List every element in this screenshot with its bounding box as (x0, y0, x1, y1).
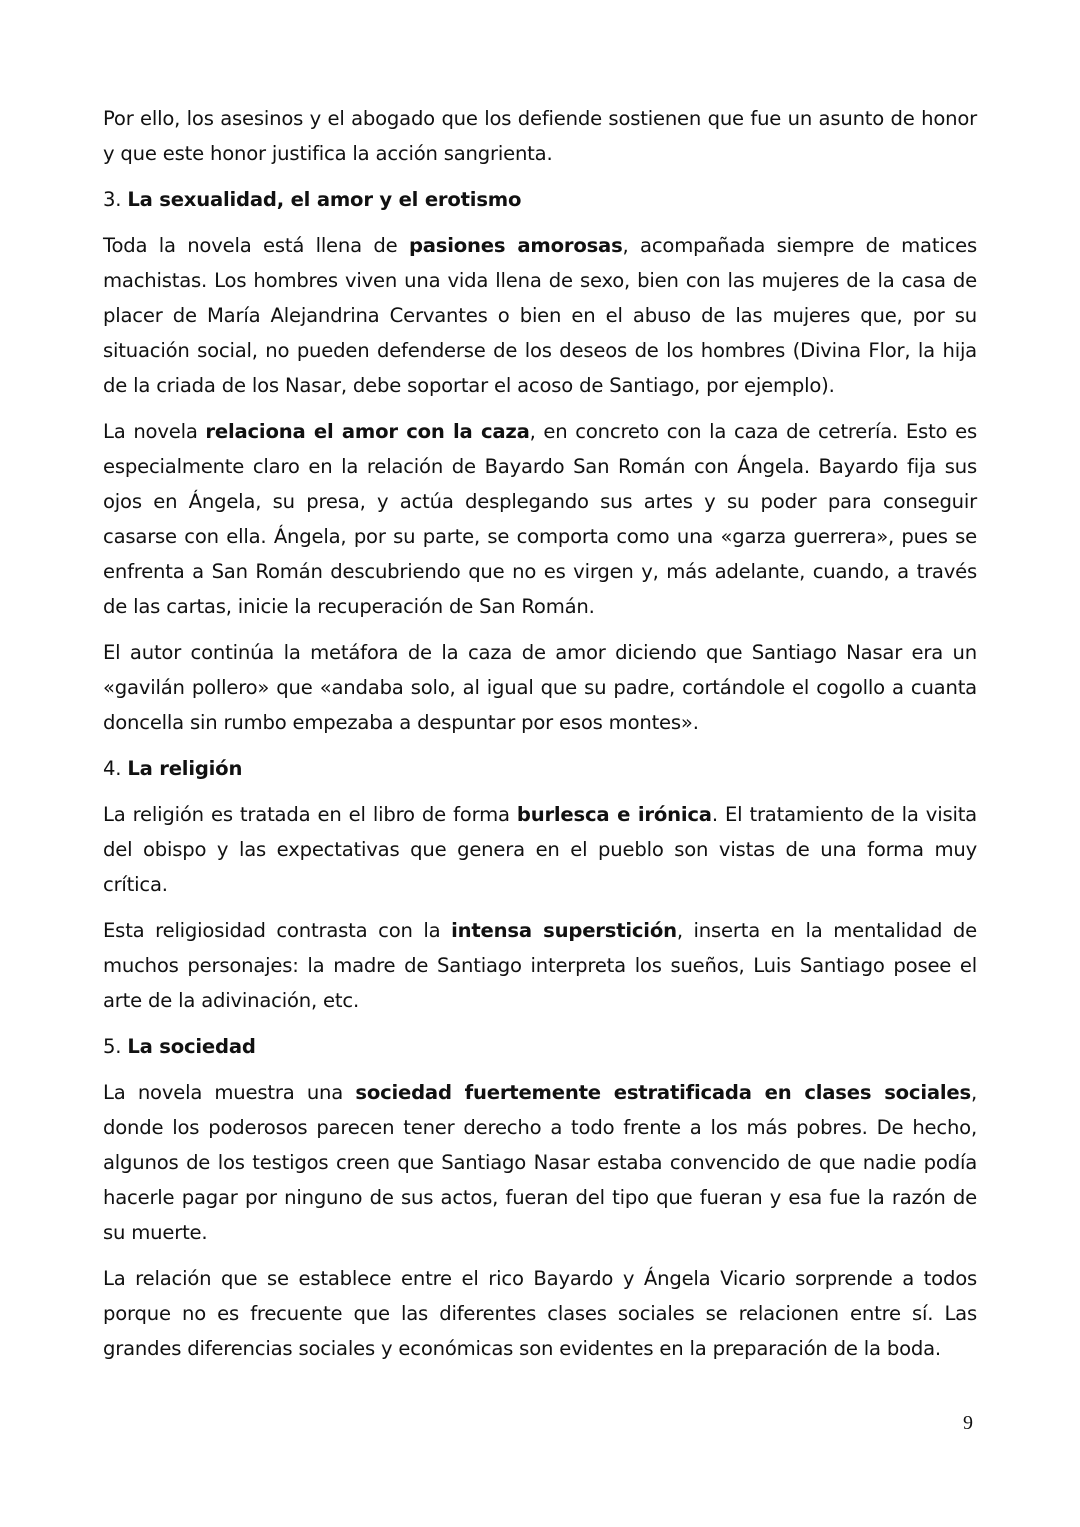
section-heading-religion (103, 751, 977, 786)
section-heading-sociedad (103, 1029, 977, 1064)
paragraph-pasiones (103, 228, 977, 403)
section-title: La religión (127, 757, 243, 780)
paragraph-honor-conclusion (103, 101, 977, 171)
section-number: 5. (103, 1035, 122, 1058)
paragraph-text: , acompañada siempre de matices machistas. Los hombres viven una vida llena de sexo, bien con las mujeres de la casa de placer de María Alejandrina Cervantes o bien en el abuso de las mujeres que, por su situación social, no pueden defenderse de los deseos de los hombres (Divina Flor, la hija de la criada de los Nasar, debe soportar el acoso de Santiago, por ejemplo). (103, 234, 977, 397)
section-number: 3. (103, 188, 122, 211)
paragraph-text: La relación que se establece entre el rico Bayardo y Ángela Vicario sorprende a todos porque no es frecuente que las diferentes clases sociales se relacionen entre sí. Las grandes diferencias sociales y económicas son evidentes en la preparación de la boda. (103, 1267, 977, 1360)
section-title: La sexualidad, el amor y el erotismo (127, 188, 522, 211)
paragraph-metafora (103, 635, 977, 740)
bold-emphasis: sociedad fuertemente estratificada en clases sociales (355, 1081, 971, 1104)
paragraph-religion (103, 797, 977, 902)
paragraph-sociedad (103, 1075, 977, 1250)
paragraph-text: La religión es tratada en el libro de forma (103, 803, 517, 826)
section-heading-sexualidad (103, 182, 977, 217)
bold-emphasis: intensa superstición (451, 919, 677, 942)
paragraph-text: Esta religiosidad contrasta con la (103, 919, 452, 942)
paragraph-text: Por ello, los asesinos y el abogado que los defiende sostienen que fue un asunto de honor y que este honor justifica la acción sangrienta. (103, 107, 977, 165)
paragraph-text: La novela muestra una (103, 1081, 356, 1104)
paragraph-text: , inserta en la mentalidad de muchos personajes: la madre de Santiago interpreta los sueños, Luis Santiago posee el arte de la adivinación, etc. (103, 919, 977, 1012)
paragraph-text: Toda la novela está llena de (103, 234, 409, 257)
section-title: La sociedad (127, 1035, 256, 1058)
bold-emphasis: burlesca e irónica (516, 803, 712, 826)
bold-emphasis: relaciona el amor con la caza (205, 420, 530, 443)
paragraph-boda (103, 1261, 977, 1366)
page-number: 9 (963, 1412, 973, 1434)
paragraph-text: . El tratamiento de la visita del obispo y las expectativas que genera en el pueblo son vistas de una forma muy crítica. (103, 803, 977, 896)
paragraph-text: , en concreto con la caza de cetrería. Esto es especialmente claro en la relación de Bayardo San Román con Ángela. Bayardo fija sus ojos en Ángela, su presa, y actúa desplegando sus artes y su poder para conseguir casarse con ella. Ángela, por su parte, se comporta como una «garza guerrera», pues se enfrenta a San Román descubriendo que no es virgen y, más adelante, cuando, a través de las cartas, inicie la recuperación de San Román. (103, 420, 977, 618)
paragraph-text: La novela (103, 420, 206, 443)
section-number: 4. (103, 757, 122, 780)
paragraph-text: El autor continúa la metáfora de la caza de amor diciendo que Santiago Nasar era un «gavilán pollero» que «andaba solo, al igual que su padre, cortándole el cogollo a cuanta doncella sin rumbo empezaba a despuntar por esos montes». (103, 641, 977, 734)
paragraph-caza (103, 414, 977, 624)
document-page (103, 101, 977, 1377)
paragraph-text: , donde los poderosos parecen tener derecho a todo frente a los más pobres. De hecho, algunos de los testigos creen que Santiago Nasar estaba convencido de que nadie podía hacerle pagar por ninguno de sus actos, fueran del tipo que fueran y esa fue la razón de su muerte. (103, 1081, 977, 1244)
paragraph-supersticion (103, 913, 977, 1018)
bold-emphasis: pasiones amorosas (408, 234, 623, 257)
